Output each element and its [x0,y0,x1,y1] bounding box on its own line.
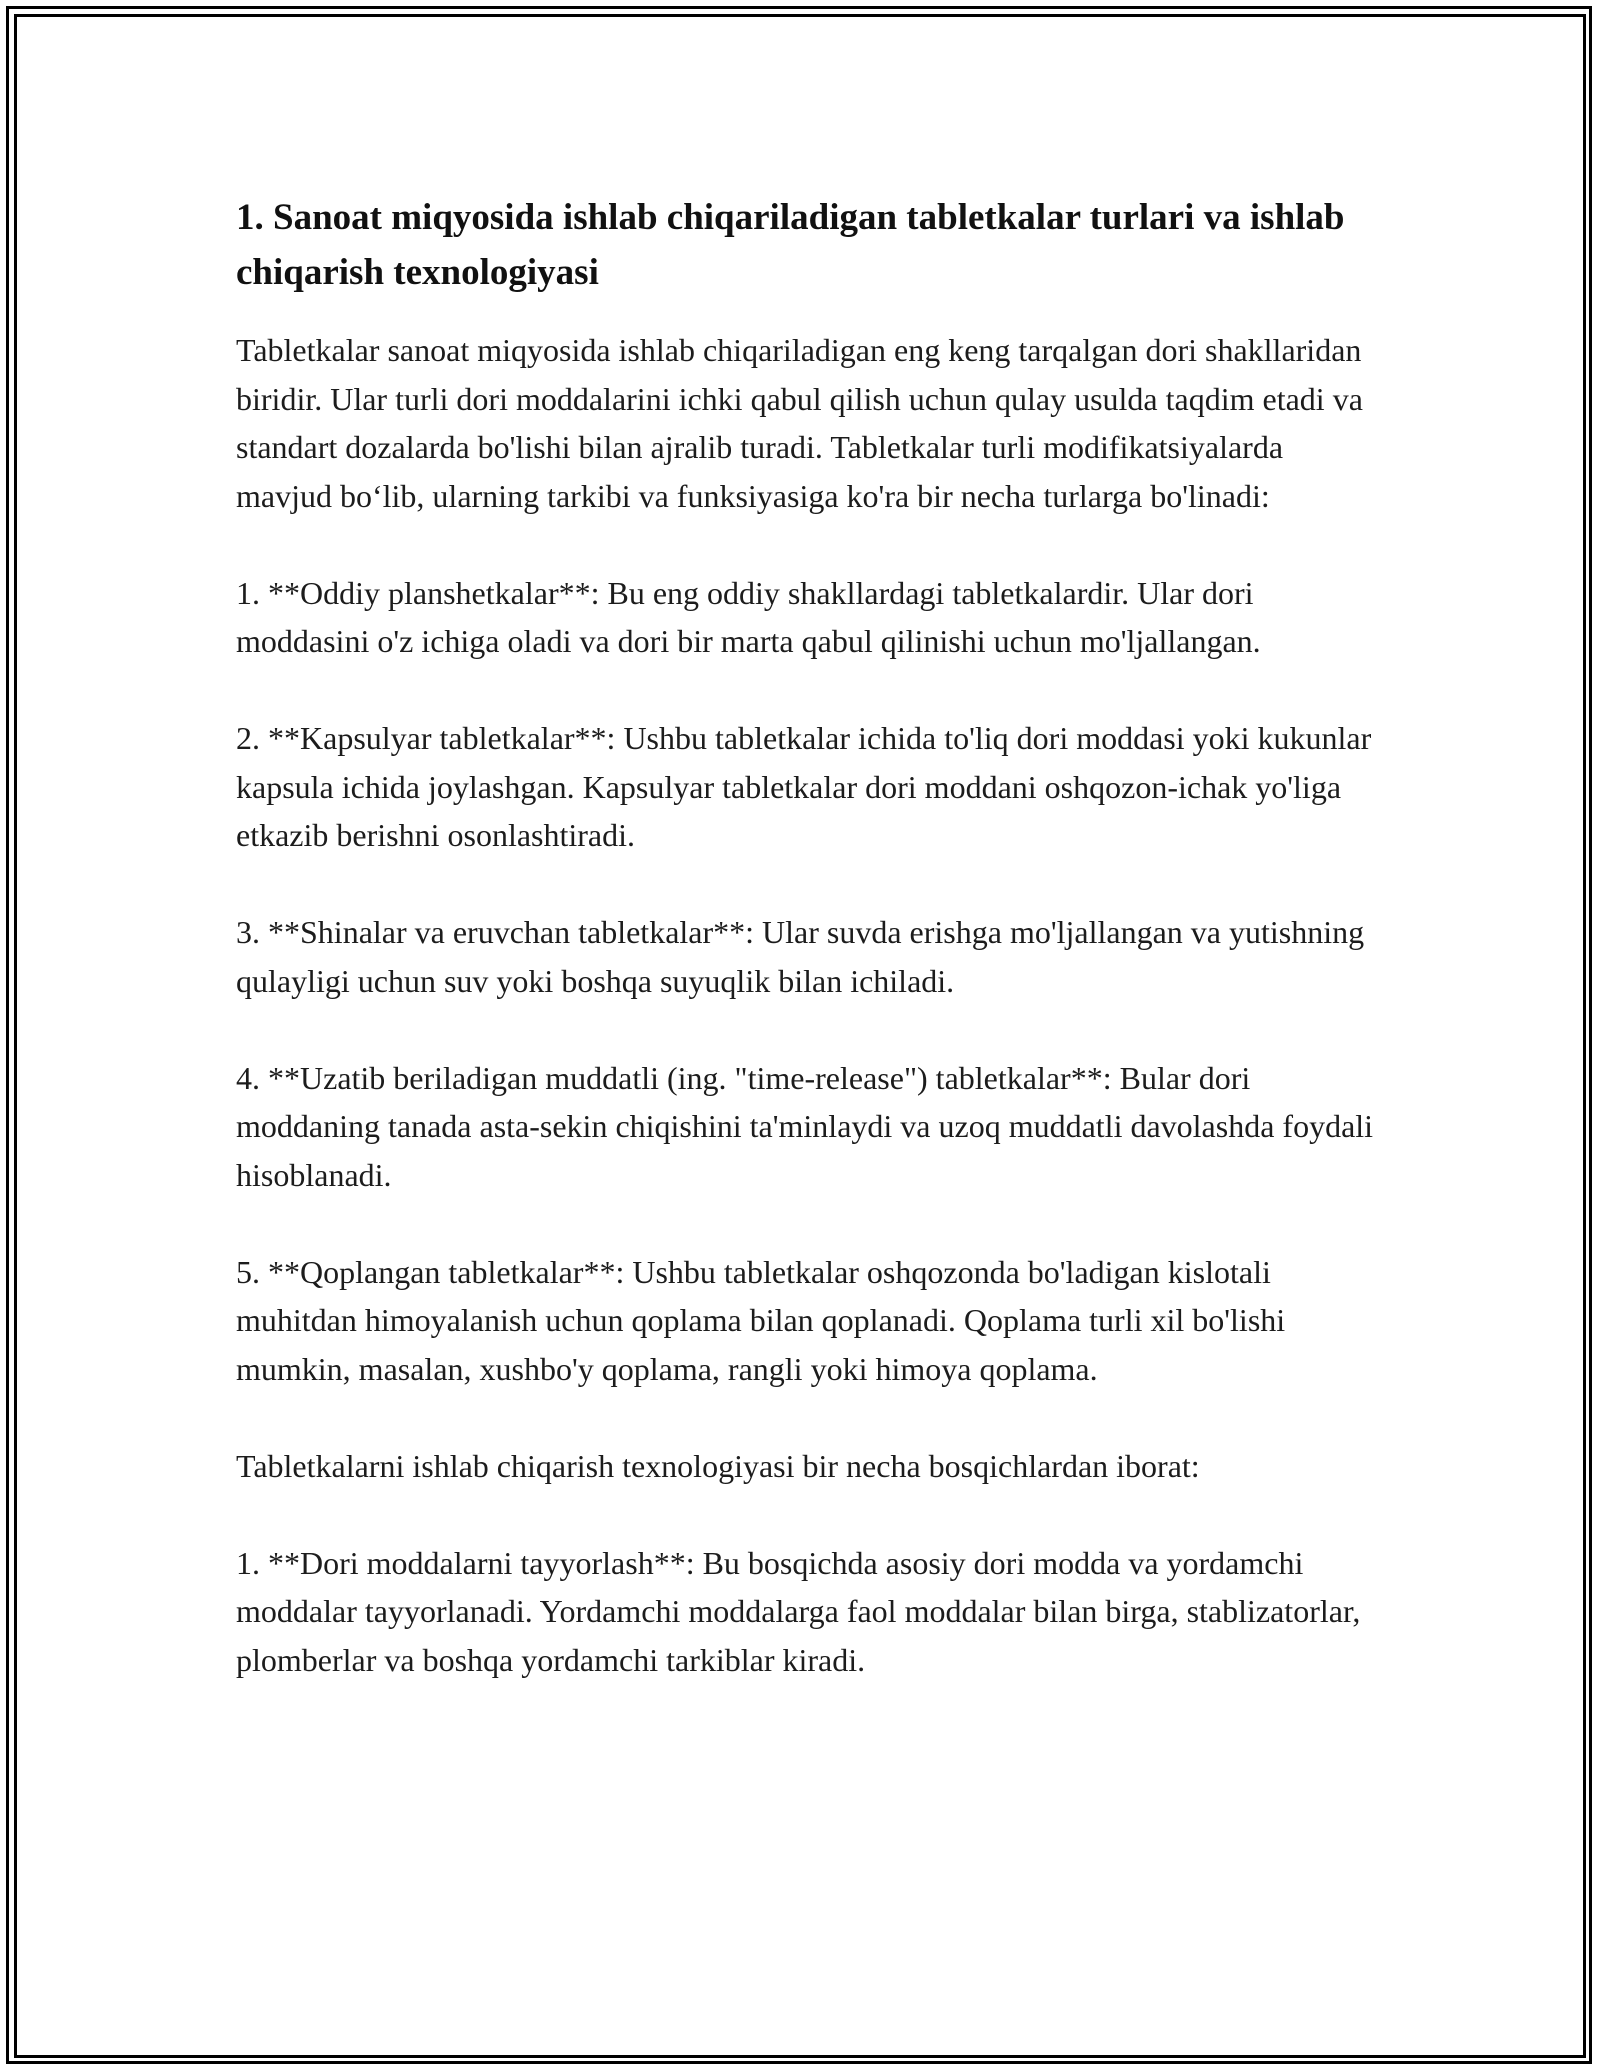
section-heading: 1. Sanoat miqyosida ishlab chiqariladigan tabletkalar turlari va ishlab chiqarish texnologiyasi [236,197,1345,293]
technology-intro-paragraph: Tabletkalarni ishlab chiqarish texnologiyasi bir necha bosqichlardan iborat: [236,1447,1200,1484]
paragraph-gap [236,1490,1376,1539]
paragraph-gap [236,666,1376,715]
tablet-type-item-2: 2. **Kapsulyar tabletkalar**: Ushbu tabletkalar ichida to'liq dori moddasi yoki kukunlar kapsula ichida joylashgan. Kapsulyar tabletkalar dori moddani oshqozon-ichak yo'liga etkazib berishni osonlashtiradi. [236,720,1372,853]
paragraph-gap [236,1005,1376,1054]
paragraph-gap [236,1199,1376,1248]
paragraph-gap [236,860,1376,909]
technology-step-1: 1. **Dori moddalarni tayyorlash**: Bu bosqichda asosiy dori modda va yordamchi moddalar tayyorlanadi. Yordamchi moddalarga faol moddalar bilan birga, stablizatorlar, plomberlar va boshqa yordamchi tarkiblar kiradi. [236,1544,1361,1678]
tablet-type-item-3: 3. **Shinalar va eruvchan tabletkalar**: Ular suvda erishga mo'ljallangan va yutishning qulayligi uchun suv yoki boshqa suyuqlik bilan ichiladi. [236,914,1365,999]
tablet-type-item-4: 4. **Uzatib beriladigan muddatli (ing. "time-release") tabletkalar**: Bular dori moddaning tanada asta-sekin chiqishini ta'minlaydi va uzoq muddatli davolashda foydali hisoblanadi. [236,1059,1374,1193]
tablet-type-item-5: 5. **Qoplangan tabletkalar**: Ushbu tabletkalar oshqozonda bo'ladigan kislotali muhitdan himoyalanish uchun qoplama bilan qoplanadi. Qoplama turli xil bo'lishi mumkin, masalan, xushbo'y qoplama, rangli yoki himoya qoplama. [236,1253,1286,1387]
tablet-type-item-1: 1. **Oddiy planshetkalar**: Bu eng oddiy shakllardagi tabletkalardir. Ular dori moddasini o'z ichiga oladi va dori bir marta qabul qilinishi uchun mo'ljallangan. [236,574,1261,659]
intro-paragraph: Tabletkalar sanoat miqyosida ishlab chiqariladigan eng keng tarqalgan dori shakllaridan biridir. Ular turli dori moddalarini ichki qabul qilish uchun qulay usulda taqdim etadi va standart dozalarda bo'lishi bilan ajralib turadi. Tabletkalar turli modifikatsiyalarda mavjud bo‘lib, ularning tarkibi va funksiyasiga ko'ra bir necha turlarga bo'linadi: [236,332,1363,514]
paragraph-gap [236,1393,1376,1442]
document-body [236,190,1376,1684]
paragraph-gap [236,520,1376,569]
